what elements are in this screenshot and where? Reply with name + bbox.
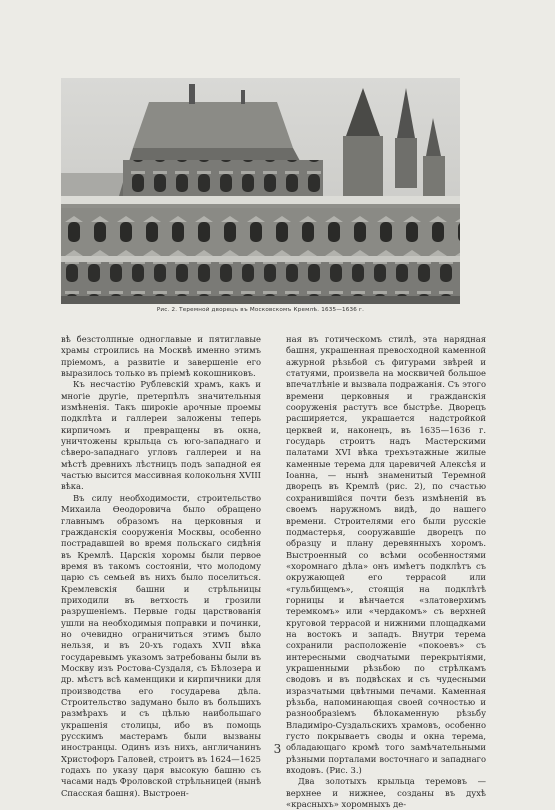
page-number: 3 — [273, 742, 282, 756]
terem-palace-photo — [61, 78, 460, 304]
paragraph: Два золотыхъ крыльца теремовъ — верхнее и нижнее, созданы въ духѣ «красныхъ» хоромныхъ де- — [286, 776, 486, 810]
figure-caption: Рис. 2. Теремной дворецъ въ Московскомъ Кремлѣ. 1635—1636 г. — [156, 307, 365, 313]
paragraph: вѣ безстолпные одноглавые и пятиглавые храмы строились на Москвѣ именно этимъ пріемомъ, а развитіе и завершеніе его выразилось только въ пріемѣ кокошниковъ. — [61, 334, 261, 379]
right-text-column — [286, 334, 486, 810]
paragraph: ная въ готическомъ стилѣ, эта нарядная башня, украшенная превосходной каменной ажурной рѣзьбой съ фигурами звѣрей и статуями, произвела на москвичей большое впечатлѣніе и вызвала подражанія. Съ этого времени церковныя и гражданскія сооруженія растутъ все быстрѣе. Дворецъ расширяется, украшается надстройкой церквей и, наконецъ, въ 1635—1636 г. государь строитъ надъ Мастерскими палатами XVI вѣка трехъэтажные жилые каменные терема для царевичей Алексѣя и Іоанна, — нынѣ знаменитый Теремной дворецъ въ Кремлѣ (рис. 2), по счастью сохранившійся почти безъ измѣненій въ своемъ наружномъ видѣ, до нашего времени. Строителями его были русскіе подмастерья, сооружавшіе дворецъ по образцу и плану деревянныхъ хоромъ. Выстроенный со всѣми особенностями «хоромнаго дѣла» онъ имѣетъ подклѣтъ съ окружающей его террасой или «гульбищемъ», стоящія на подклѣтѣ горницы и вѣнчается «златоверхимъ теремкомъ» или «чердакомъ» съ верхней круговой террасой и нижними площадками на востокъ и западъ. Внутри терема сохранили расположеніе «покоевъ» съ интересными сводчатыми перекрытіями, украшенными рѣзьбою по стрѣлкамъ сводовъ и въ подвѣсках и съ чудесными изразчатыми цвѣтными печами. Каменная рѣзьба, напоминающая своей сочностью и разнообразіемъ бѣлокаменную рѣзьбу Владиміро-Суздальскихъ храмовъ, особенно густо покрываетъ своды и окна терема, обладающаго кромѣ того замѣчательными рѣзными порталами восточнаго и западнаго входовъ. (Рис. 3.) — [286, 334, 486, 776]
left-text-column — [61, 334, 261, 799]
paragraph: Къ несчастію Рублевскій храмъ, какъ и многіе другіе, претерпѣлъ значительныя измѣненія. Такъ широкіе арочные проемы подклѣта и галлереи заложены теперь кирпичомъ и превращены въ окна, уничтожены крыльца съ юго-западнаго и сѣверо-западнаго угловъ галлереи и на мѣстѣ древнихъ лѣстницъ подъ западной ея частью высится массивная колокольня XVIII вѣка. — [61, 379, 261, 492]
paragraph: Въ силу необходимости, строительство Михаила Ѳеодоровича было обращено главнымъ образомъ на церковныя и гражданскія сооруженія Москвы, особенно пострадавшей во время польскаго сидѣнія въ Кремлѣ. Царскія хоромы были первое время въ такомъ состояніи, что молодому царю съ семьей въ нихъ было поселиться. Кремлевскія башни и стрѣльницы приходили въ ветхость и грозили разрушеніемъ. Первые годы царствованія ушли на необходимыя поправки и починки, но очевидно ограничиться этимъ было нельзя, и въ 20-хъ годахъ XVII вѣка государевымъ указомъ затребованы были въ Москву изъ Ростова-Суздаля, съ Бѣлозера и др. мѣстъ всѣ каменщики и кирпичники для производства его государева дѣла. Строительство задумано было въ большихъ размѣрахъ и съ цѣлью наибольшаго украшенія столицы, ибо въ помощь русскимъ мастерамъ были вызваны иностранцы. Одинъ изъ нихъ, англичанинъ Христофоръ Галовей, строитъ въ 1624—1625 годахъ по указу царя высокую башню съ часами надъ Фроловской стрѣльницей (нынѣ Спасская башня). Выстроен- — [61, 492, 261, 798]
